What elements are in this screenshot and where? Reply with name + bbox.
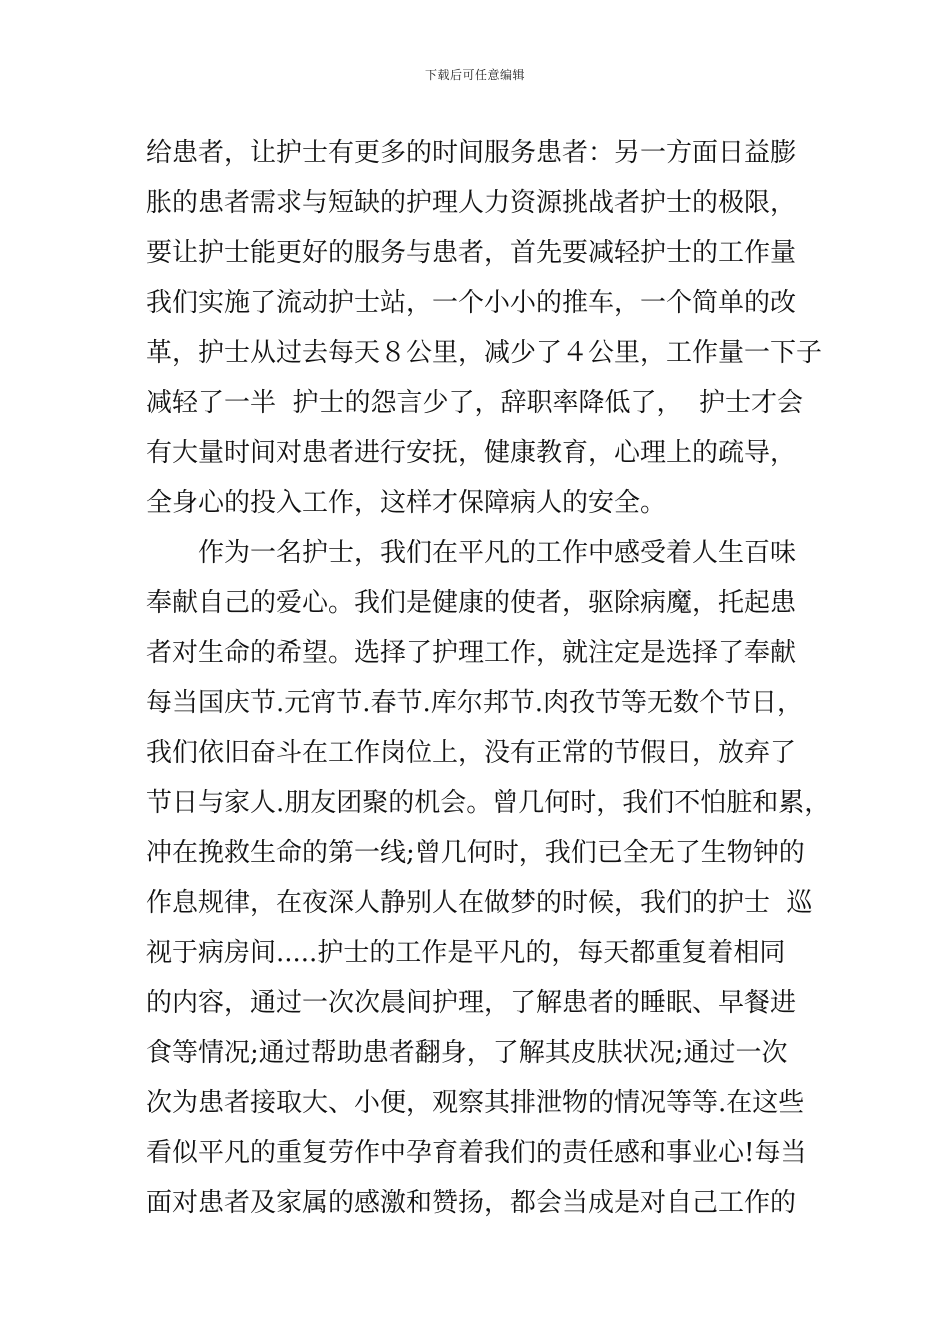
text-line: 食等情况;通过帮助患者翻身，了解其皮肤状况;通过一次 <box>146 1038 788 1068</box>
document-body <box>146 128 836 1228</box>
text-line: 冲在挽救生命的第一线;曾几何时，我们已全无了生物钟的 <box>146 838 805 868</box>
text-line: 胀的患者需求与短缺的护理人力资源挑战者护士的极限， <box>146 188 797 218</box>
text-line: 每当国庆节.元宵节.春节.库尔邦节.肉孜节等无数个节日， <box>146 688 804 718</box>
page-header-note: 下载后可任意编辑 <box>424 68 525 82</box>
text-line: 奉献自己的爱心。我们是健康的使者，驱除病魔，托起患 <box>146 588 797 618</box>
paragraph-2 <box>146 528 836 1228</box>
text-line: 视于病房间.....护士的工作是平凡的，每天都重复着相同 <box>146 938 786 968</box>
text-line: 的内容，通过一次次晨间护理，了解患者的睡眠、早餐进 <box>146 988 797 1018</box>
text-line: 革，护士从过去每天８公里，减少了４公里，工作量一下子 <box>146 338 823 368</box>
paragraph-1 <box>146 128 836 528</box>
text-line: 看似平凡的重复劳作中孕育着我们的责任感和事业心!每当 <box>146 1138 807 1168</box>
text-line: 要让护士能更好的服务与患者，首先要减轻护士的工作量 <box>146 238 797 268</box>
text-line: 减轻了一半 护士的怨言少了，辞职率降低了， 护士才会 <box>146 388 804 418</box>
text-line: 给患者，让护士有更多的时间服务患者：另一方面日益膨 <box>146 138 797 168</box>
text-line: 者对生命的希望。选择了护理工作，就注定是选择了奉献 <box>146 638 797 668</box>
text-line: 面对患者及家属的感激和赞扬，都会当成是对自己工作的 <box>146 1188 797 1218</box>
text-line: 节日与家人.朋友团聚的机会。曾几何时，我们不怕脏和累， <box>146 788 831 818</box>
text-line: 我们实施了流动护士站，一个小小的推车，一个简单的改 <box>146 288 797 318</box>
text-line-indented: 作为一名护士，我们在平凡的工作中感受着人生百味 <box>198 538 797 568</box>
text-line: 有大量时间对患者进行安抚，健康教育，心理上的疏导， <box>146 438 797 468</box>
text-line: 作息规律，在夜深人静别人在做梦的时候，我们的护士 巡 <box>146 888 813 918</box>
text-line: 我们依旧奋斗在工作岗位上，没有正常的节假日，放弃了 <box>146 738 797 768</box>
text-line: 次为患者接取大、小便，观察其排泄物的情况等等.在这些 <box>146 1088 805 1118</box>
text-line: 全身心的投入工作，这样才保障病人的安全。 <box>146 488 667 518</box>
